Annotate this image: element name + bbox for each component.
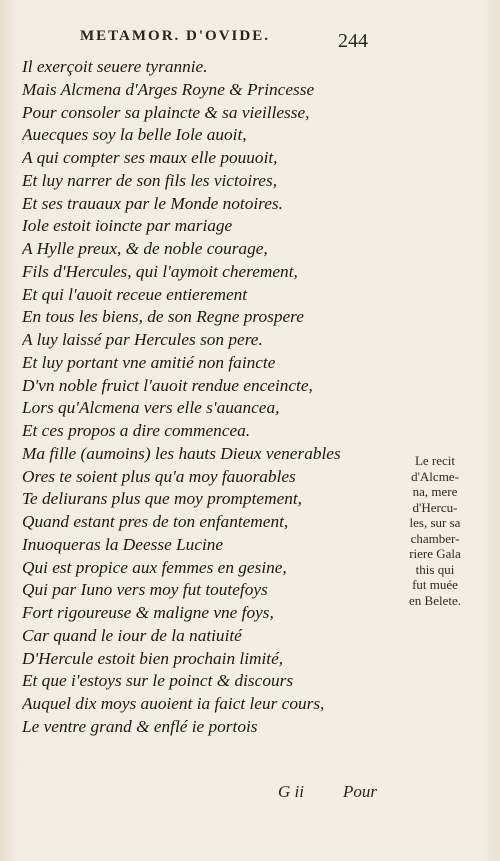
- page-number: 244: [338, 30, 368, 52]
- verse-line: Et ses trauaux par le Monde notoires.: [22, 193, 283, 213]
- verse-line: En tous les biens, de son Regne prospere: [22, 307, 304, 327]
- verse-line: A qui compter ses maux elle pouuoit,: [22, 148, 278, 167]
- marginal-note-line: na, mere: [412, 484, 458, 499]
- verse-line: Le ventre grand & enflé ie portois: [22, 716, 258, 736]
- verse-line: Mais Alcmena d'Arges Royne & Princesse: [22, 79, 315, 99]
- verse-line: Qui est propice aux femmes en gesine,: [22, 557, 287, 577]
- verse-line: Lors qu'Alcmena vers elle s'auancea,: [22, 398, 280, 418]
- verse-line: Fort rigoureuse & maligne vne foys,: [22, 603, 274, 622]
- verse-line: Et qui l'auoit receue entierement: [22, 284, 248, 304]
- verse-line: D'vn noble fruict l'auoit rendue enceincte,: [22, 375, 313, 395]
- marginal-note-line: riere Gala: [409, 546, 461, 561]
- verse-line: Quand estant pres de ton enfantement,: [22, 512, 289, 531]
- catchword: Pour: [343, 782, 377, 801]
- verse-line: Te deliurans plus que moy promptement,: [22, 489, 303, 509]
- verse-line: Car quand le iour de la natiuité: [22, 625, 242, 645]
- marginal-note-line: this qui: [415, 561, 455, 577]
- verse-line: Iole estoit ioincte par mariage: [22, 216, 233, 236]
- verse-line: Et que i'estoys sur le poinct & discours: [22, 671, 294, 691]
- verse-line: Auquel dix moys auoient ia faict leur cours,: [22, 694, 325, 713]
- verse-line: Auecques soy la belle Iole auoit,: [22, 125, 247, 145]
- verse-line: Qui par Iuno vers moy fut toutefoys: [22, 580, 268, 600]
- marginal-note-line: Le recit: [414, 453, 456, 468]
- verse-block: [22, 56, 378, 739]
- running-head: METAMOR. D'OVIDE.: [80, 28, 270, 44]
- verse-line: Pour consoler sa plaincte & sa vieillesse,: [22, 102, 310, 122]
- verse-line: Et luy portant vne amitié non faincte: [22, 352, 276, 372]
- verse-line: Et luy narrer de son fils les victoires,: [22, 170, 278, 190]
- marginal-note-line: les, sur sa: [409, 515, 461, 530]
- marginal-note-line: d'Alcme-: [411, 468, 459, 484]
- marginal-note-line: fut muée: [412, 577, 458, 592]
- verse-line: Il exerçoit seuere tyrannie.: [22, 57, 208, 76]
- marginal-note: [381, 453, 489, 608]
- verse-line: A Hylle preux, & de noble courage,: [22, 239, 268, 258]
- verse-line: D'Hercule estoit bien prochain limité,: [22, 648, 284, 668]
- marginal-note-line: d'Hercu-: [412, 499, 458, 515]
- marginal-note-line: chamber-: [410, 530, 460, 546]
- signature-mark: G ii: [278, 782, 304, 801]
- verse-line: Inuoqueras la Deesse Lucine: [22, 534, 224, 554]
- verse-line: Fils d'Hercules, qui l'aymoit cherement,: [22, 261, 298, 281]
- verse-line: Et ces propos a dire commencea.: [22, 421, 251, 440]
- verse-line: Ores te soient plus qu'a moy fauorables: [22, 466, 296, 486]
- verse-line: A luy laissé par Hercules son pere.: [22, 330, 263, 349]
- verse-line: Ma fille (aumoins) les hauts Dieux venerables: [22, 443, 341, 463]
- marginal-note-line: en Belete.: [409, 592, 461, 608]
